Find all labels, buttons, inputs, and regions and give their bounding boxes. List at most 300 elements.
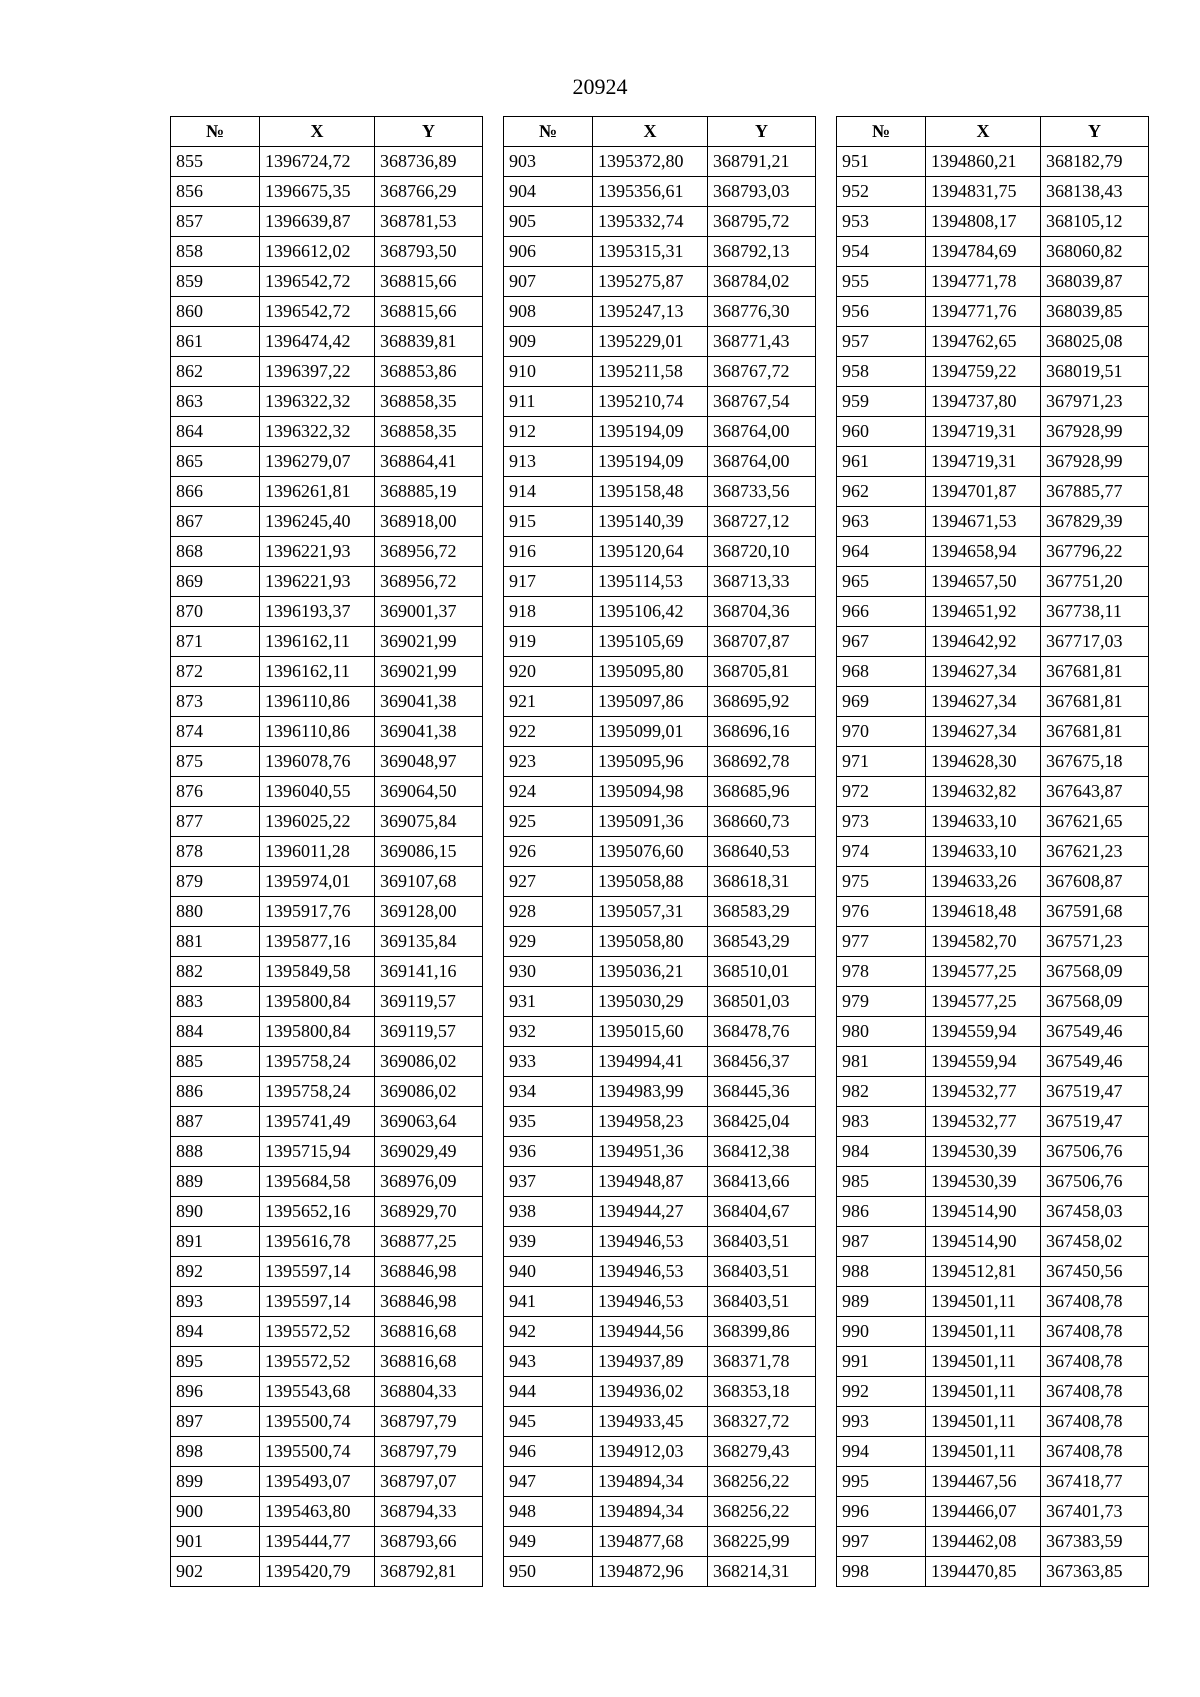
y-coordinate-cell: 368256,22 xyxy=(708,1467,816,1497)
y-coordinate-cell: 369041,38 xyxy=(375,717,483,747)
point-number-cell: 896 xyxy=(171,1377,260,1407)
table-row xyxy=(837,417,1149,447)
x-coordinate-cell: 1396245,40 xyxy=(260,507,375,537)
x-coordinate-cell: 1395741,49 xyxy=(260,1107,375,1137)
y-coordinate-cell: 368929,70 xyxy=(375,1197,483,1227)
x-coordinate-cell: 1394784,69 xyxy=(926,237,1041,267)
point-number-cell: 937 xyxy=(504,1167,593,1197)
y-coordinate-cell: 367408,78 xyxy=(1041,1437,1149,1467)
y-coordinate-cell: 368371,78 xyxy=(708,1347,816,1377)
x-coordinate-cell: 1395091,36 xyxy=(593,807,708,837)
y-coordinate-cell: 368327,72 xyxy=(708,1407,816,1437)
x-coordinate-cell: 1394577,25 xyxy=(926,987,1041,1017)
point-number-cell: 982 xyxy=(837,1077,926,1107)
y-coordinate-cell: 367643,87 xyxy=(1041,777,1149,807)
table-row xyxy=(171,387,483,417)
y-coordinate-cell: 368846,98 xyxy=(375,1257,483,1287)
point-number-cell: 860 xyxy=(171,297,260,327)
table-row xyxy=(171,1227,483,1257)
point-number-cell: 863 xyxy=(171,387,260,417)
point-number-cell: 965 xyxy=(837,567,926,597)
point-number-cell: 886 xyxy=(171,1077,260,1107)
table-row xyxy=(837,1497,1149,1527)
y-coordinate-cell: 368353,18 xyxy=(708,1377,816,1407)
point-number-cell: 881 xyxy=(171,927,260,957)
table-row xyxy=(837,717,1149,747)
x-coordinate-cell: 1394514,90 xyxy=(926,1227,1041,1257)
table-row xyxy=(171,1557,483,1587)
point-number-cell: 950 xyxy=(504,1557,593,1587)
table-row xyxy=(171,297,483,327)
table-row xyxy=(837,747,1149,777)
y-coordinate-cell: 368510,01 xyxy=(708,957,816,987)
table-row xyxy=(171,987,483,1017)
table-row xyxy=(171,867,483,897)
y-coordinate-cell: 368039,87 xyxy=(1041,267,1149,297)
table-row xyxy=(837,1197,1149,1227)
x-coordinate-cell: 1395877,16 xyxy=(260,927,375,957)
point-number-cell: 888 xyxy=(171,1137,260,1167)
y-coordinate-cell: 369107,68 xyxy=(375,867,483,897)
y-coordinate-cell: 368736,89 xyxy=(375,147,483,177)
y-coordinate-cell: 368853,86 xyxy=(375,357,483,387)
y-coordinate-cell: 367408,78 xyxy=(1041,1287,1149,1317)
point-number-cell: 952 xyxy=(837,177,926,207)
x-coordinate-cell: 1396221,93 xyxy=(260,537,375,567)
x-coordinate-cell: 1394831,75 xyxy=(926,177,1041,207)
x-coordinate-cell: 1395058,88 xyxy=(593,867,708,897)
table-row xyxy=(171,807,483,837)
y-coordinate-cell: 368727,12 xyxy=(708,507,816,537)
table-row xyxy=(504,1137,816,1167)
y-coordinate-cell: 368214,31 xyxy=(708,1557,816,1587)
table-row xyxy=(837,897,1149,927)
point-number-cell: 993 xyxy=(837,1407,926,1437)
table-row xyxy=(504,897,816,927)
table-row xyxy=(504,1467,816,1497)
point-number-cell: 949 xyxy=(504,1527,593,1557)
point-number-cell: 917 xyxy=(504,567,593,597)
point-number-cell: 862 xyxy=(171,357,260,387)
table-row xyxy=(837,687,1149,717)
x-coordinate-cell: 1396639,87 xyxy=(260,207,375,237)
x-coordinate-cell: 1394944,56 xyxy=(593,1317,708,1347)
header-y: Y xyxy=(708,117,816,147)
y-coordinate-cell: 367738,11 xyxy=(1041,597,1149,627)
table-row xyxy=(837,147,1149,177)
y-coordinate-cell: 367418,77 xyxy=(1041,1467,1149,1497)
point-number-cell: 940 xyxy=(504,1257,593,1287)
y-coordinate-cell: 368019,51 xyxy=(1041,357,1149,387)
y-coordinate-cell: 367383,59 xyxy=(1041,1527,1149,1557)
x-coordinate-cell: 1394559,94 xyxy=(926,1047,1041,1077)
point-number-cell: 966 xyxy=(837,597,926,627)
point-number-cell: 946 xyxy=(504,1437,593,1467)
point-number-cell: 998 xyxy=(837,1557,926,1587)
y-coordinate-cell: 368720,10 xyxy=(708,537,816,567)
point-number-cell: 936 xyxy=(504,1137,593,1167)
table-row xyxy=(504,1047,816,1077)
table-row xyxy=(171,417,483,447)
point-number-cell: 885 xyxy=(171,1047,260,1077)
point-number-cell: 926 xyxy=(504,837,593,867)
x-coordinate-cell: 1395099,01 xyxy=(593,717,708,747)
y-coordinate-cell: 367568,09 xyxy=(1041,987,1149,1017)
x-coordinate-cell: 1395597,14 xyxy=(260,1257,375,1287)
x-coordinate-cell: 1394946,53 xyxy=(593,1287,708,1317)
point-number-cell: 889 xyxy=(171,1167,260,1197)
x-coordinate-cell: 1394762,65 xyxy=(926,327,1041,357)
point-number-cell: 925 xyxy=(504,807,593,837)
y-coordinate-cell: 367571,23 xyxy=(1041,927,1149,957)
point-number-cell: 895 xyxy=(171,1347,260,1377)
coordinates-table-2 xyxy=(503,116,816,1587)
x-coordinate-cell: 1395917,76 xyxy=(260,897,375,927)
table-row xyxy=(837,327,1149,357)
y-coordinate-cell: 368797,79 xyxy=(375,1407,483,1437)
table-row xyxy=(171,147,483,177)
point-number-cell: 913 xyxy=(504,447,593,477)
point-number-cell: 922 xyxy=(504,717,593,747)
point-number-cell: 971 xyxy=(837,747,926,777)
x-coordinate-cell: 1396279,07 xyxy=(260,447,375,477)
x-coordinate-cell: 1394582,70 xyxy=(926,927,1041,957)
x-coordinate-cell: 1396193,37 xyxy=(260,597,375,627)
point-number-cell: 859 xyxy=(171,267,260,297)
x-coordinate-cell: 1394577,25 xyxy=(926,957,1041,987)
point-number-cell: 915 xyxy=(504,507,593,537)
table-row xyxy=(837,1017,1149,1047)
point-number-cell: 921 xyxy=(504,687,593,717)
point-number-cell: 934 xyxy=(504,1077,593,1107)
table-row xyxy=(504,837,816,867)
x-coordinate-cell: 1394808,17 xyxy=(926,207,1041,237)
point-number-cell: 939 xyxy=(504,1227,593,1257)
y-coordinate-cell: 367608,87 xyxy=(1041,867,1149,897)
x-coordinate-cell: 1394771,78 xyxy=(926,267,1041,297)
point-number-cell: 866 xyxy=(171,477,260,507)
point-number-cell: 894 xyxy=(171,1317,260,1347)
point-number-cell: 916 xyxy=(504,537,593,567)
y-coordinate-cell: 367829,39 xyxy=(1041,507,1149,537)
y-coordinate-cell: 368764,00 xyxy=(708,447,816,477)
y-coordinate-cell: 369064,50 xyxy=(375,777,483,807)
x-coordinate-cell: 1394501,11 xyxy=(926,1287,1041,1317)
point-number-cell: 890 xyxy=(171,1197,260,1227)
table-row xyxy=(504,1557,816,1587)
y-coordinate-cell: 367591,68 xyxy=(1041,897,1149,927)
x-coordinate-cell: 1394466,07 xyxy=(926,1497,1041,1527)
y-coordinate-cell: 369041,38 xyxy=(375,687,483,717)
x-coordinate-cell: 1396011,28 xyxy=(260,837,375,867)
y-coordinate-cell: 368413,66 xyxy=(708,1167,816,1197)
x-coordinate-cell: 1394737,80 xyxy=(926,387,1041,417)
y-coordinate-cell: 368412,38 xyxy=(708,1137,816,1167)
point-number-cell: 918 xyxy=(504,597,593,627)
point-number-cell: 930 xyxy=(504,957,593,987)
point-number-cell: 878 xyxy=(171,837,260,867)
point-number-cell: 905 xyxy=(504,207,593,237)
y-coordinate-cell: 368640,53 xyxy=(708,837,816,867)
point-number-cell: 995 xyxy=(837,1467,926,1497)
x-coordinate-cell: 1395247,13 xyxy=(593,297,708,327)
x-coordinate-cell: 1395315,31 xyxy=(593,237,708,267)
header-row xyxy=(504,117,816,147)
table-row xyxy=(837,507,1149,537)
y-coordinate-cell: 368804,33 xyxy=(375,1377,483,1407)
x-coordinate-cell: 1394651,92 xyxy=(926,597,1041,627)
table-row xyxy=(837,1257,1149,1287)
point-number-cell: 947 xyxy=(504,1467,593,1497)
table-row xyxy=(171,327,483,357)
x-coordinate-cell: 1394633,10 xyxy=(926,837,1041,867)
point-number-cell: 953 xyxy=(837,207,926,237)
x-coordinate-cell: 1395493,07 xyxy=(260,1467,375,1497)
x-coordinate-cell: 1394657,50 xyxy=(926,567,1041,597)
point-number-cell: 884 xyxy=(171,1017,260,1047)
table-row xyxy=(837,237,1149,267)
table-row xyxy=(837,1167,1149,1197)
y-coordinate-cell: 368793,03 xyxy=(708,177,816,207)
x-coordinate-cell: 1395800,84 xyxy=(260,1017,375,1047)
x-coordinate-cell: 1396110,86 xyxy=(260,717,375,747)
point-number-cell: 880 xyxy=(171,897,260,927)
point-number-cell: 914 xyxy=(504,477,593,507)
point-number-cell: 855 xyxy=(171,147,260,177)
y-coordinate-cell: 368445,36 xyxy=(708,1077,816,1107)
table-row xyxy=(504,1017,816,1047)
table-row xyxy=(171,1077,483,1107)
x-coordinate-cell: 1394501,11 xyxy=(926,1317,1041,1347)
header-x: X xyxy=(593,117,708,147)
y-coordinate-cell: 367681,81 xyxy=(1041,717,1149,747)
table-row xyxy=(504,1317,816,1347)
x-coordinate-cell: 1395597,14 xyxy=(260,1287,375,1317)
point-number-cell: 983 xyxy=(837,1107,926,1137)
y-coordinate-cell: 368877,25 xyxy=(375,1227,483,1257)
table-row xyxy=(171,957,483,987)
x-coordinate-cell: 1395652,16 xyxy=(260,1197,375,1227)
point-number-cell: 963 xyxy=(837,507,926,537)
y-coordinate-cell: 367408,78 xyxy=(1041,1407,1149,1437)
table-row xyxy=(837,447,1149,477)
table-row xyxy=(171,1347,483,1377)
y-coordinate-cell: 369128,00 xyxy=(375,897,483,927)
point-number-cell: 904 xyxy=(504,177,593,207)
point-number-cell: 977 xyxy=(837,927,926,957)
y-coordinate-cell: 368839,81 xyxy=(375,327,483,357)
point-number-cell: 901 xyxy=(171,1527,260,1557)
table-row xyxy=(504,657,816,687)
y-coordinate-cell: 367681,81 xyxy=(1041,687,1149,717)
point-number-cell: 910 xyxy=(504,357,593,387)
x-coordinate-cell: 1395094,98 xyxy=(593,777,708,807)
y-coordinate-cell: 368692,78 xyxy=(708,747,816,777)
table-row xyxy=(504,417,816,447)
table-row xyxy=(171,177,483,207)
y-coordinate-cell: 368864,41 xyxy=(375,447,483,477)
y-coordinate-cell: 368138,43 xyxy=(1041,177,1149,207)
table-row xyxy=(504,1257,816,1287)
point-number-cell: 933 xyxy=(504,1047,593,1077)
x-coordinate-cell: 1396675,35 xyxy=(260,177,375,207)
table-row xyxy=(504,267,816,297)
x-coordinate-cell: 1395095,80 xyxy=(593,657,708,687)
x-coordinate-cell: 1394501,11 xyxy=(926,1407,1041,1437)
x-coordinate-cell: 1395356,61 xyxy=(593,177,708,207)
x-coordinate-cell: 1395616,78 xyxy=(260,1227,375,1257)
point-number-cell: 856 xyxy=(171,177,260,207)
y-coordinate-cell: 368816,68 xyxy=(375,1317,483,1347)
table-row xyxy=(171,687,483,717)
y-coordinate-cell: 368425,04 xyxy=(708,1107,816,1137)
point-number-cell: 928 xyxy=(504,897,593,927)
y-coordinate-cell: 368025,08 xyxy=(1041,327,1149,357)
point-number-cell: 857 xyxy=(171,207,260,237)
y-coordinate-cell: 368105,12 xyxy=(1041,207,1149,237)
table-row xyxy=(837,1137,1149,1167)
table-row xyxy=(837,957,1149,987)
y-coordinate-cell: 368816,68 xyxy=(375,1347,483,1377)
x-coordinate-cell: 1396322,32 xyxy=(260,417,375,447)
y-coordinate-cell: 367621,23 xyxy=(1041,837,1149,867)
x-coordinate-cell: 1396397,22 xyxy=(260,357,375,387)
header-number: № xyxy=(171,117,260,147)
table-row xyxy=(837,1467,1149,1497)
point-number-cell: 958 xyxy=(837,357,926,387)
y-coordinate-cell: 368713,33 xyxy=(708,567,816,597)
y-coordinate-cell: 367458,02 xyxy=(1041,1227,1149,1257)
x-coordinate-cell: 1395105,69 xyxy=(593,627,708,657)
y-coordinate-cell: 368695,92 xyxy=(708,687,816,717)
x-coordinate-cell: 1396261,81 xyxy=(260,477,375,507)
header-number: № xyxy=(837,117,926,147)
x-coordinate-cell: 1394628,30 xyxy=(926,747,1041,777)
table-row xyxy=(171,567,483,597)
table-row xyxy=(171,897,483,927)
y-coordinate-cell: 369119,57 xyxy=(375,987,483,1017)
y-coordinate-cell: 367450,56 xyxy=(1041,1257,1149,1287)
point-number-cell: 929 xyxy=(504,927,593,957)
y-coordinate-cell: 368456,37 xyxy=(708,1047,816,1077)
point-number-cell: 923 xyxy=(504,747,593,777)
point-number-cell: 892 xyxy=(171,1257,260,1287)
x-coordinate-cell: 1396078,76 xyxy=(260,747,375,777)
table-row xyxy=(171,477,483,507)
point-number-cell: 873 xyxy=(171,687,260,717)
x-coordinate-cell: 1395030,29 xyxy=(593,987,708,1017)
x-coordinate-cell: 1394627,34 xyxy=(926,717,1041,747)
table-row xyxy=(837,1287,1149,1317)
point-number-cell: 957 xyxy=(837,327,926,357)
point-number-cell: 879 xyxy=(171,867,260,897)
x-coordinate-cell: 1394530,39 xyxy=(926,1137,1041,1167)
point-number-cell: 968 xyxy=(837,657,926,687)
y-coordinate-cell: 367549,46 xyxy=(1041,1017,1149,1047)
x-coordinate-cell: 1395158,48 xyxy=(593,477,708,507)
x-coordinate-cell: 1395229,01 xyxy=(593,327,708,357)
x-coordinate-cell: 1396322,32 xyxy=(260,387,375,417)
x-coordinate-cell: 1394894,34 xyxy=(593,1467,708,1497)
x-coordinate-cell: 1396162,11 xyxy=(260,627,375,657)
point-number-cell: 882 xyxy=(171,957,260,987)
point-number-cell: 991 xyxy=(837,1347,926,1377)
point-number-cell: 988 xyxy=(837,1257,926,1287)
table-row xyxy=(504,447,816,477)
x-coordinate-cell: 1394894,34 xyxy=(593,1497,708,1527)
header-row xyxy=(171,117,483,147)
y-coordinate-cell: 368404,67 xyxy=(708,1197,816,1227)
table-row xyxy=(504,927,816,957)
y-coordinate-cell: 368279,43 xyxy=(708,1437,816,1467)
y-coordinate-cell: 367519,47 xyxy=(1041,1107,1149,1137)
point-number-cell: 994 xyxy=(837,1437,926,1467)
table-row xyxy=(171,1407,483,1437)
x-coordinate-cell: 1394467,56 xyxy=(926,1467,1041,1497)
y-coordinate-cell: 367363,85 xyxy=(1041,1557,1149,1587)
point-number-cell: 867 xyxy=(171,507,260,537)
x-coordinate-cell: 1394501,11 xyxy=(926,1437,1041,1467)
point-number-cell: 912 xyxy=(504,417,593,447)
table-row xyxy=(504,327,816,357)
x-coordinate-cell: 1394937,89 xyxy=(593,1347,708,1377)
point-number-cell: 943 xyxy=(504,1347,593,1377)
y-coordinate-cell: 367621,65 xyxy=(1041,807,1149,837)
y-coordinate-cell: 367928,99 xyxy=(1041,417,1149,447)
table-row xyxy=(171,657,483,687)
point-number-cell: 907 xyxy=(504,267,593,297)
y-coordinate-cell: 368583,29 xyxy=(708,897,816,927)
table-row xyxy=(171,1107,483,1137)
y-coordinate-cell: 367681,81 xyxy=(1041,657,1149,687)
table-row xyxy=(171,237,483,267)
x-coordinate-cell: 1394627,34 xyxy=(926,657,1041,687)
table-row xyxy=(171,537,483,567)
y-coordinate-cell: 368776,30 xyxy=(708,297,816,327)
x-coordinate-cell: 1394912,03 xyxy=(593,1437,708,1467)
point-number-cell: 902 xyxy=(171,1557,260,1587)
x-coordinate-cell: 1395800,84 xyxy=(260,987,375,1017)
y-coordinate-cell: 367971,23 xyxy=(1041,387,1149,417)
x-coordinate-cell: 1396110,86 xyxy=(260,687,375,717)
point-number-cell: 976 xyxy=(837,897,926,927)
y-coordinate-cell: 367506,76 xyxy=(1041,1137,1149,1167)
table-row xyxy=(171,1497,483,1527)
y-coordinate-cell: 368858,35 xyxy=(375,417,483,447)
x-coordinate-cell: 1395463,80 xyxy=(260,1497,375,1527)
table-row xyxy=(504,387,816,417)
point-number-cell: 970 xyxy=(837,717,926,747)
table-row xyxy=(837,1107,1149,1137)
point-number-cell: 906 xyxy=(504,237,593,267)
point-number-cell: 989 xyxy=(837,1287,926,1317)
y-coordinate-cell: 368543,29 xyxy=(708,927,816,957)
x-coordinate-cell: 1395211,58 xyxy=(593,357,708,387)
x-coordinate-cell: 1394877,68 xyxy=(593,1527,708,1557)
point-number-cell: 871 xyxy=(171,627,260,657)
y-coordinate-cell: 369021,99 xyxy=(375,627,483,657)
x-coordinate-cell: 1394719,31 xyxy=(926,417,1041,447)
table-row xyxy=(504,1377,816,1407)
table-row xyxy=(837,267,1149,297)
y-coordinate-cell: 368792,13 xyxy=(708,237,816,267)
y-coordinate-cell: 368660,73 xyxy=(708,807,816,837)
y-coordinate-cell: 368795,72 xyxy=(708,207,816,237)
table-row xyxy=(504,1497,816,1527)
point-number-cell: 954 xyxy=(837,237,926,267)
x-coordinate-cell: 1394933,45 xyxy=(593,1407,708,1437)
table-row xyxy=(504,1197,816,1227)
